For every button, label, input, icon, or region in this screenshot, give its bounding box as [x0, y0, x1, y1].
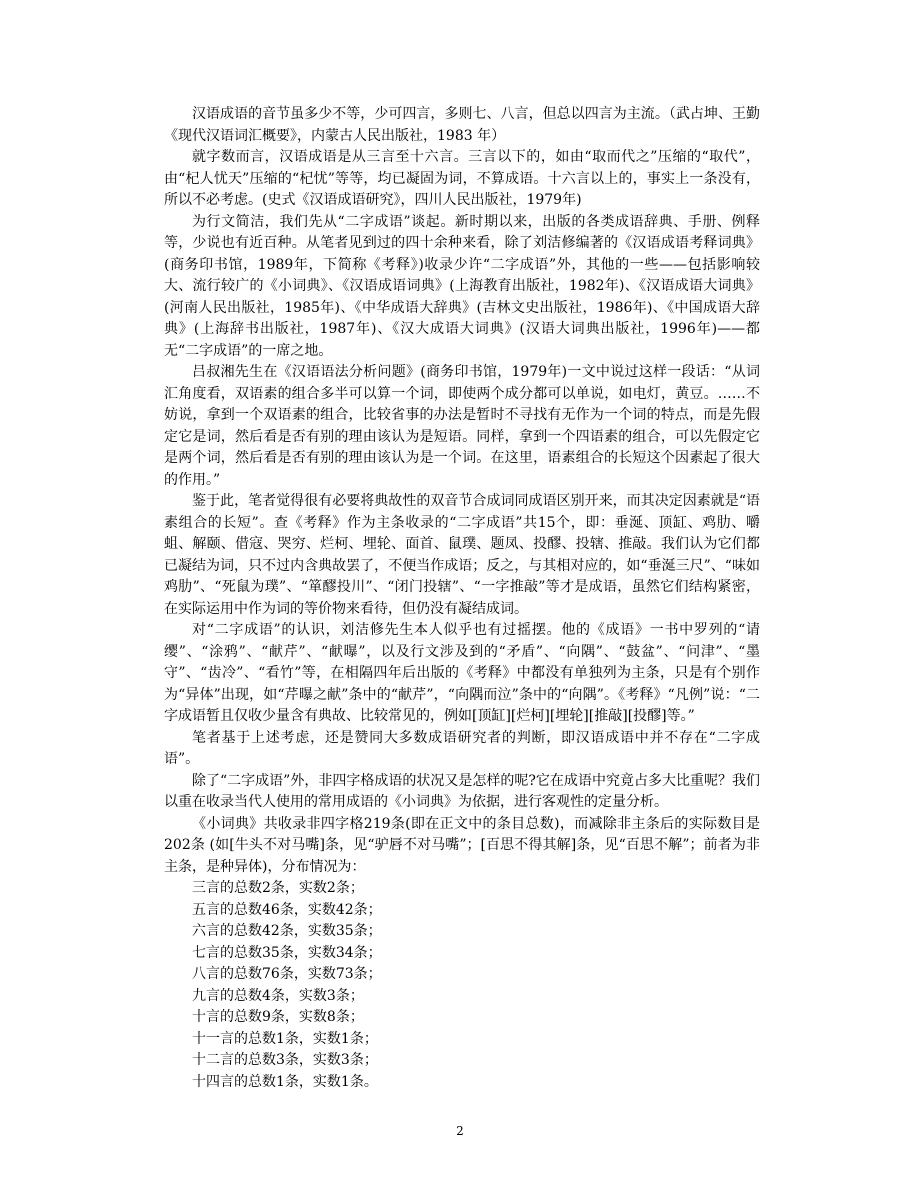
stats-item: 七言的总数35条，实数34条； — [192, 944, 382, 961]
paragraph-quote-wu: 汉语成语的音节虽多少不等，少可四言，多则七、八言，但总以四言为主流。（武占坤、王勤《现代汉语词汇概要》，内蒙古人民出版社，1983 年） — [164, 106, 760, 144]
stats-list — [164, 878, 760, 1093]
paragraph-dictionary-count: 《小词典》共收录非四字格219条(即在正文中的条目总数)，而减除非主条后的实际数目是202条 (如[牛头不对马嘴]条，见“驴唇不对马嘴”；[百思不得其解]条，见“百思不解”；前者为非主条，是种异体)，分布情况为： — [164, 815, 760, 875]
stats-item: 三言的总数2条，实数2条； — [192, 880, 364, 896]
paragraph-liu-views: 对“二字成语”的认识，刘洁修先生本人似乎也有过摇摆。他的《成语》一书中罗列的“请缨”、“涂鸦”、“献芹”、“献曝”，以及行文涉及到的“矛盾”、“向隅”、“鼓盆”、“问津”、“墨守”、“齿冷”、“看竹”等，在相隔四年后出版的《考释》中都没有单独列为主条，只是有个别作为“异体”出现，如“芹曝之献”条中的“献芹”，“向隅而泣”条中的“向隅”。《考释》“凡例”说：“二字成语暂且仅收少量含有典故、比较常见的，例如[顶缸][烂柯][埋轮][推敲][投醪]等。” — [164, 622, 760, 724]
paragraph-quote-shi: 就字数而言，汉语成语是从三言至十六言。三言以下的，如由“取而代之”压缩的“取代”，由“杞人忧天”压缩的“杞忧”等等，均已凝固为词，不算成语。十六言以上的，事实上一条没有，所以不必考虑。(史式《汉语成语研究》，四川人民出版社，1979年) — [164, 149, 760, 208]
paragraph-conclusion: 笔者基于上述考虑，还是赞同大多数成语研究者的判断，即汉语成语中并不存在“二字成语”。 — [164, 729, 760, 767]
paragraph-two-char-intro: 为行文简洁，我们先从“二字成语”谈起。新时期以来，出版的各类成语辞典、手册、例释等，少说也有近百种。从笔者见到过的四十余种来看，除了刘洁修编著的《汉语成语考释词典》(商务印书馆，1989年，下简称《考释》)收录少许“二字成语”外，其他的一些——包括影响较大、流行较广的《小词典》、《汉语成语词典》(上海教育出版社，1982年)、《汉语成语大词典》(河南人民出版社，1985年)、《中华成语大辞典》(吉林文史出版社，1986年)、《中国成语大辞典》(上海辞书出版社，1987年)、《汉大成语大词典》(汉语大词典出版社，1996年)——都无“二字成语”的一席之地。 — [164, 213, 760, 359]
stats-item: 十一言的总数1条，实数1条； — [192, 1030, 378, 1047]
page-number: 2 — [456, 1124, 464, 1138]
stats-item: 十四言的总数1条，实数1条。 — [192, 1073, 378, 1090]
stats-item: 十二言的总数3条，实数3条； — [192, 1052, 378, 1068]
stats-item: 八言的总数76条，实数73条； — [192, 966, 382, 982]
paragraph-non-four-char: 除了“二字成语”外，非四字格成语的状况又是怎样的呢?它在成语中究竟占多大比重呢？我们以重在收录当代人使用的常用成语的《小词典》为依据，进行客观性的定量分析。 — [164, 772, 760, 810]
paragraph-lv-quote: 吕叔湘先生在《汉语语法分析问题》(商务印书馆，1979年)一文中说过这样一段话：“从词汇角度看，双语素的组合多半可以算一个词，即使两个成分都可以单说，如电灯，黄豆。……不妨说，拿到一个双语素的组合，比较省事的办法是暂时不寻找有无作为一个词的特点，而是先假定它是词，然后看是否有别的理由该认为是短语。同样，拿到一个四语素的组合，可以先假定它是两个词，然后看是否有别的理由该认为是一个词。在这里，语素组合的长短这个因素起了很大的作用。” — [164, 364, 760, 488]
stats-item: 九言的总数4条，实数3条； — [192, 987, 364, 1004]
stats-item: 五言的总数46条，实数42条； — [192, 901, 382, 918]
paragraph-distinction: 鉴于此，笔者觉得很有必要将典故性的双音节合成词同成语区别开来，而其决定因素就是“语素组合的长短”。查《考释》作为主条收录的“二字成语”共15个，即：垂涎、顶缸、鸡肋、嚼蛆、解颐、借寇、哭穷、烂柯、埋轮、面首、鼠璞、题凤、投醪、投辖、推敲。我们认为它们都已凝结为词，只不过内含典故罢了，不便当作成语；反之，与其相对应的，如“垂涎三尺”、“味如鸡肋”、“死鼠为璞”、“箪醪投川”、“闭门投辖”、“一字推敲”等才是成语，虽然它们结构紧密，在实际运用中作为词的等价物来看待，但仍没有凝结成词。 — [164, 493, 760, 617]
document-body — [164, 104, 760, 1093]
stats-item: 十言的总数9条，实数8条； — [192, 1009, 364, 1025]
stats-item: 六言的总数42条，实数35条； — [192, 923, 382, 939]
